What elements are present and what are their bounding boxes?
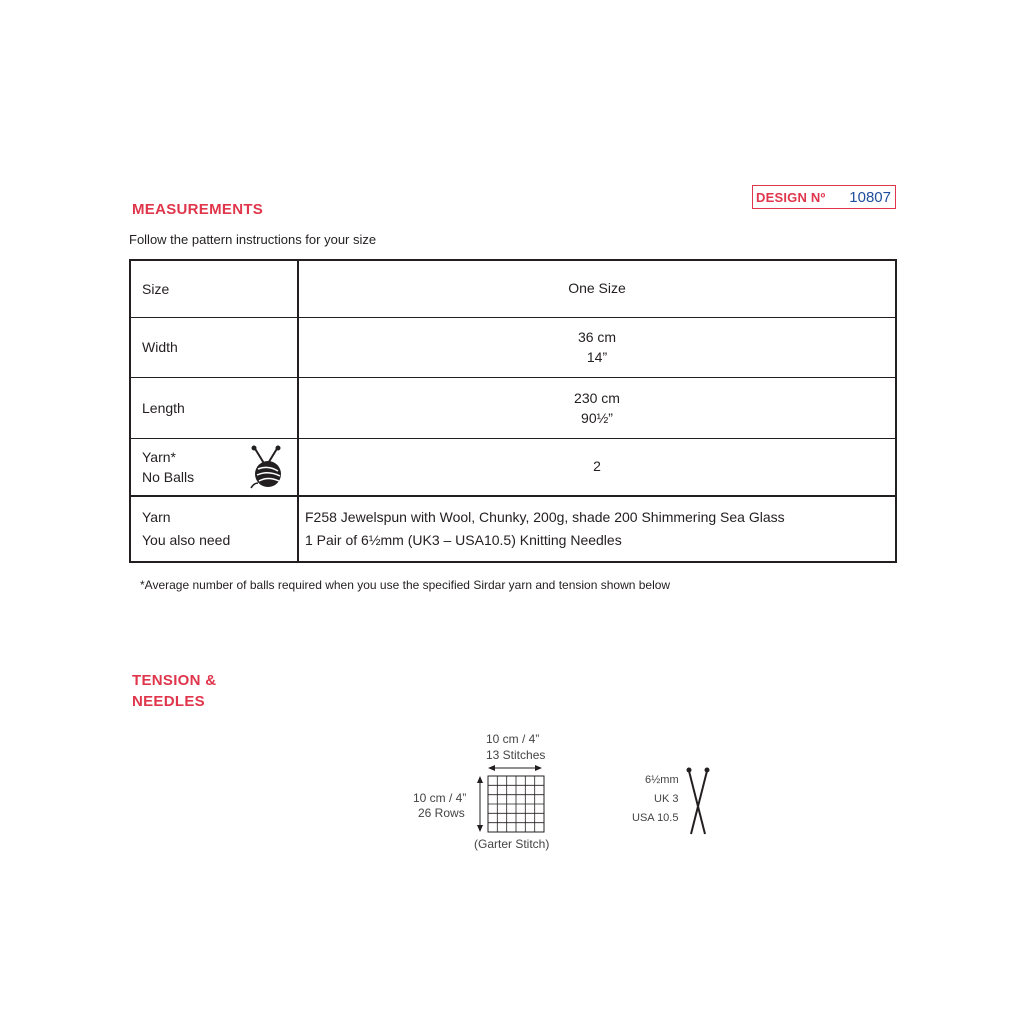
measurements-footnote: *Average number of balls required when you use the specified Sirdar yarn and tension shown below bbox=[140, 578, 671, 592]
yarn-label-cell bbox=[130, 496, 298, 562]
tension-stitches: 13 Stitches bbox=[486, 748, 546, 762]
size-label: Size bbox=[130, 260, 298, 317]
length-value-in: 90½” bbox=[581, 409, 613, 426]
width-value-in: 14” bbox=[586, 349, 608, 365]
yarn-label-line2: You also need bbox=[142, 532, 231, 548]
table-row-length bbox=[130, 377, 896, 438]
needle-size-usa: USA 10.5 bbox=[632, 812, 679, 824]
measurements-intro: Follow the pattern instructions for your size bbox=[129, 232, 377, 247]
needle-size-uk: UK 3 bbox=[654, 793, 679, 805]
balls-label-line1: Yarn* bbox=[142, 448, 176, 465]
balls-label-cell bbox=[130, 438, 298, 496]
balls-label-line2: No Balls bbox=[142, 468, 195, 485]
measurements-heading: MEASUREMENTS bbox=[132, 201, 264, 218]
length-value bbox=[298, 377, 896, 438]
design-number-value: 10807 bbox=[849, 188, 891, 206]
tension-height-measure: 10 cm / 4” bbox=[413, 791, 467, 805]
tension-heading-line1: TENSION & bbox=[132, 672, 217, 689]
table-row-balls bbox=[130, 438, 896, 496]
yarn-detail-line2: 1 Pair of 6½mm (UK3 – USA10.5) Knitting Needles bbox=[305, 532, 622, 548]
knitting-needles-icon bbox=[684, 766, 712, 838]
table-row-width bbox=[130, 317, 896, 377]
tension-stitch-type: (Garter Stitch) bbox=[474, 837, 550, 851]
tension-heading bbox=[132, 670, 216, 712]
design-number-box bbox=[752, 185, 896, 209]
length-value-cm: 230 cm bbox=[574, 389, 620, 406]
tension-rows: 26 Rows bbox=[418, 806, 465, 820]
tension-heading-line2: NEEDLES bbox=[132, 693, 205, 710]
needle-size-metric: 6½mm bbox=[645, 774, 679, 786]
tension-width-measure: 10 cm / 4” bbox=[486, 732, 540, 746]
design-number-label: DESIGN Nº bbox=[756, 189, 826, 205]
table-row-yarn bbox=[130, 496, 896, 562]
balls-value: 2 bbox=[298, 438, 896, 496]
size-value: One Size bbox=[298, 260, 896, 317]
yarn-detail-cell bbox=[298, 496, 896, 562]
tension-square-icon bbox=[400, 730, 730, 860]
tension-diagram bbox=[400, 730, 730, 860]
yarn-label-line1: Yarn bbox=[142, 509, 171, 525]
yarn-detail-line1: F258 Jewelspun with Wool, Chunky, 200g, shade 200 Shimmering Sea Glass bbox=[305, 509, 785, 525]
width-value-cm: 36 cm bbox=[577, 329, 617, 345]
width-value bbox=[298, 317, 896, 377]
length-label: Length bbox=[130, 377, 298, 438]
table-row-size bbox=[130, 260, 896, 317]
width-label: Width bbox=[130, 317, 298, 377]
yarn-ball-icon bbox=[248, 445, 284, 489]
measurements-table bbox=[129, 259, 897, 563]
